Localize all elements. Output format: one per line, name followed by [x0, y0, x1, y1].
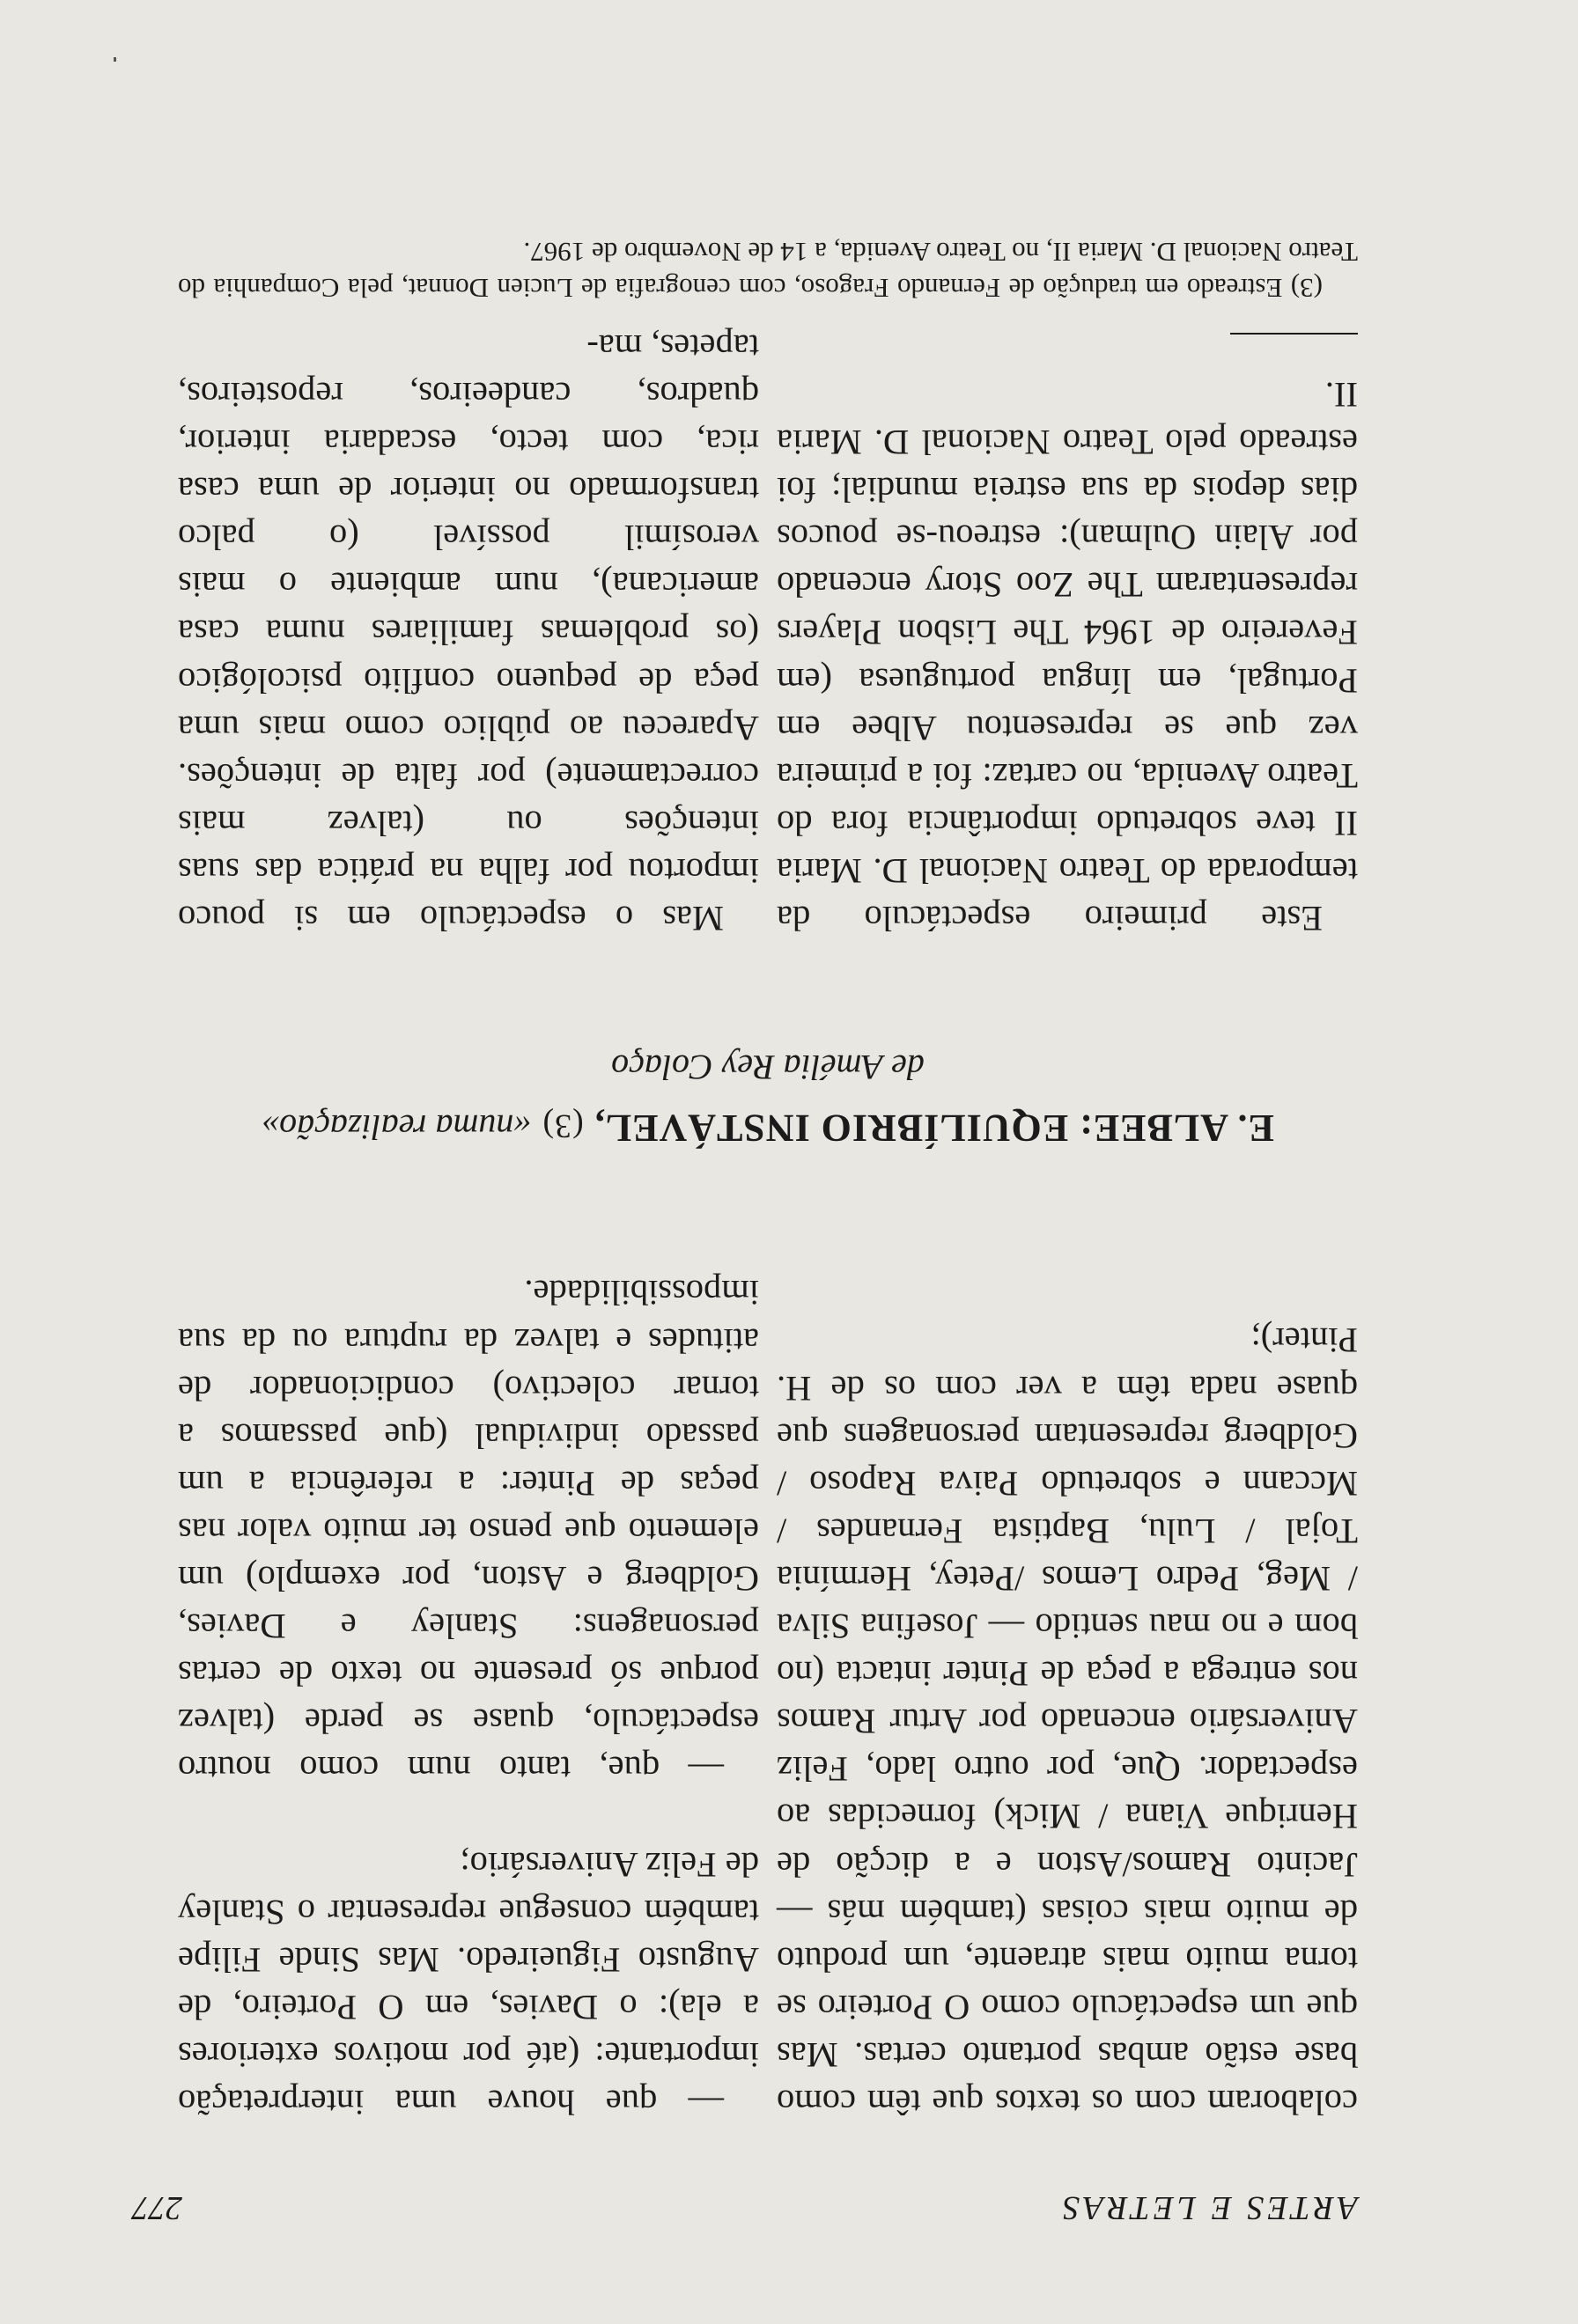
page-number: 277 [132, 2189, 182, 2226]
paragraph: Mas o espectáculo em si pouco importou por falha na prática das suas intenções ou (talvez mais correctamente) por falta de intenções. Apareceu ao público como mais uma peça de pequeno conflito psicológico (os problemas familiares numa casa americana), num ambiente o mais verosímil possível (o palco transformado no interior de uma casa rica, com tecto, escadaria interior, quadros, candeeiros, reposteiros, tapetes, ma- [178, 327, 759, 938]
paragraph: — que, tanto num como noutro espectáculo, quase se perde (talvez porque só presente no texto de certas personagens: Stanley e Davies, Goldberg e Aston, por exemplo) um elemento que penso ter muito valor nas peças de Pinter: a referência a um passado individual (que passamos a tornar colectivo) condicionador de atitudes e talvez da ruptura ou da sua impossibilidade. [178, 1273, 759, 1790]
running-head-title: ARTES E LETRAS [1059, 2189, 1358, 2226]
article-title-text: E. ALBEE: EQUILÍBRIO INSTÁVEL, [594, 1107, 1274, 1150]
footnote [178, 234, 1358, 306]
footnote-marker: (3) [1290, 273, 1323, 304]
article-heading [178, 1047, 1358, 1151]
top-right-column [178, 1269, 759, 2126]
running-head [132, 2188, 1358, 2227]
paragraph: Este primeiro espectáculo da temporada do Teatro Nacional D. Maria II teve sobretudo importância fora do Teatro Avenida, no cartaz: foi a primeira vez que se representou Albee em Portugal, em língua portuguesa (em Fevereiro de 1964 The Lisbon Players representaram The Zoo Story encenado por Alain Oulman): estreou-se poucos dias depois da sua estreia mundial; foi estreado pelo Teatro Nacional D. Maria II. [777, 374, 1358, 938]
article-title [178, 1106, 1358, 1151]
bottom-left-column [777, 371, 1358, 942]
footnote-text: Estreado em tradução de Fernando Fragoso, com cenografia de Lucien Donnat, pela Companhia do Teatro Nacional D. Maria II, no Teatro Avenida, a 14 de Novembro de 1967. [178, 237, 1358, 304]
bottom-right-column [178, 323, 759, 942]
paragraph: colaboram com os textos que têm como base estão ambas portanto certas. Mas que um espectáculo como O Porteiro se torna muito mais atraente, um produto de muito mais coisas (também más — Jacinto Ramos/Aston e a dicção de Henrique Viana / Mick) fornecidas ao espectador. Que, por outro lado, Feliz Aniversário encenado por Artur Ramos nos entrega a peça de Pinter intacta (no bom e no mau sentido — Josefina Silva / Meg, Pedro Lemos /Petey, Hermínia Tojal / Lulu, Baptista Fernandes / Mccann e sobretudo Paiva Raposo / Goldberg representam personagens que quase nada têm a ver com os de H. Pinter); [777, 1320, 1358, 2122]
top-left-column [777, 1316, 1358, 2126]
article-byline: de Amélia Rey Colaço [611, 1048, 925, 1087]
footnote-reference: (3) [542, 1107, 584, 1144]
paragraph: — que houve uma interpretação importante: (até por motivos exteriores a ela): o Davies, em O Porteiro, de Augusto Figueiredo. Mas Sinde Filipe também consegue representar o Stanley de Feliz Aniversário; [178, 1844, 759, 2122]
article-subtitle: «numa realização» [262, 1107, 532, 1147]
paper-speck [114, 57, 116, 62]
footnote-separator [1230, 333, 1358, 335]
